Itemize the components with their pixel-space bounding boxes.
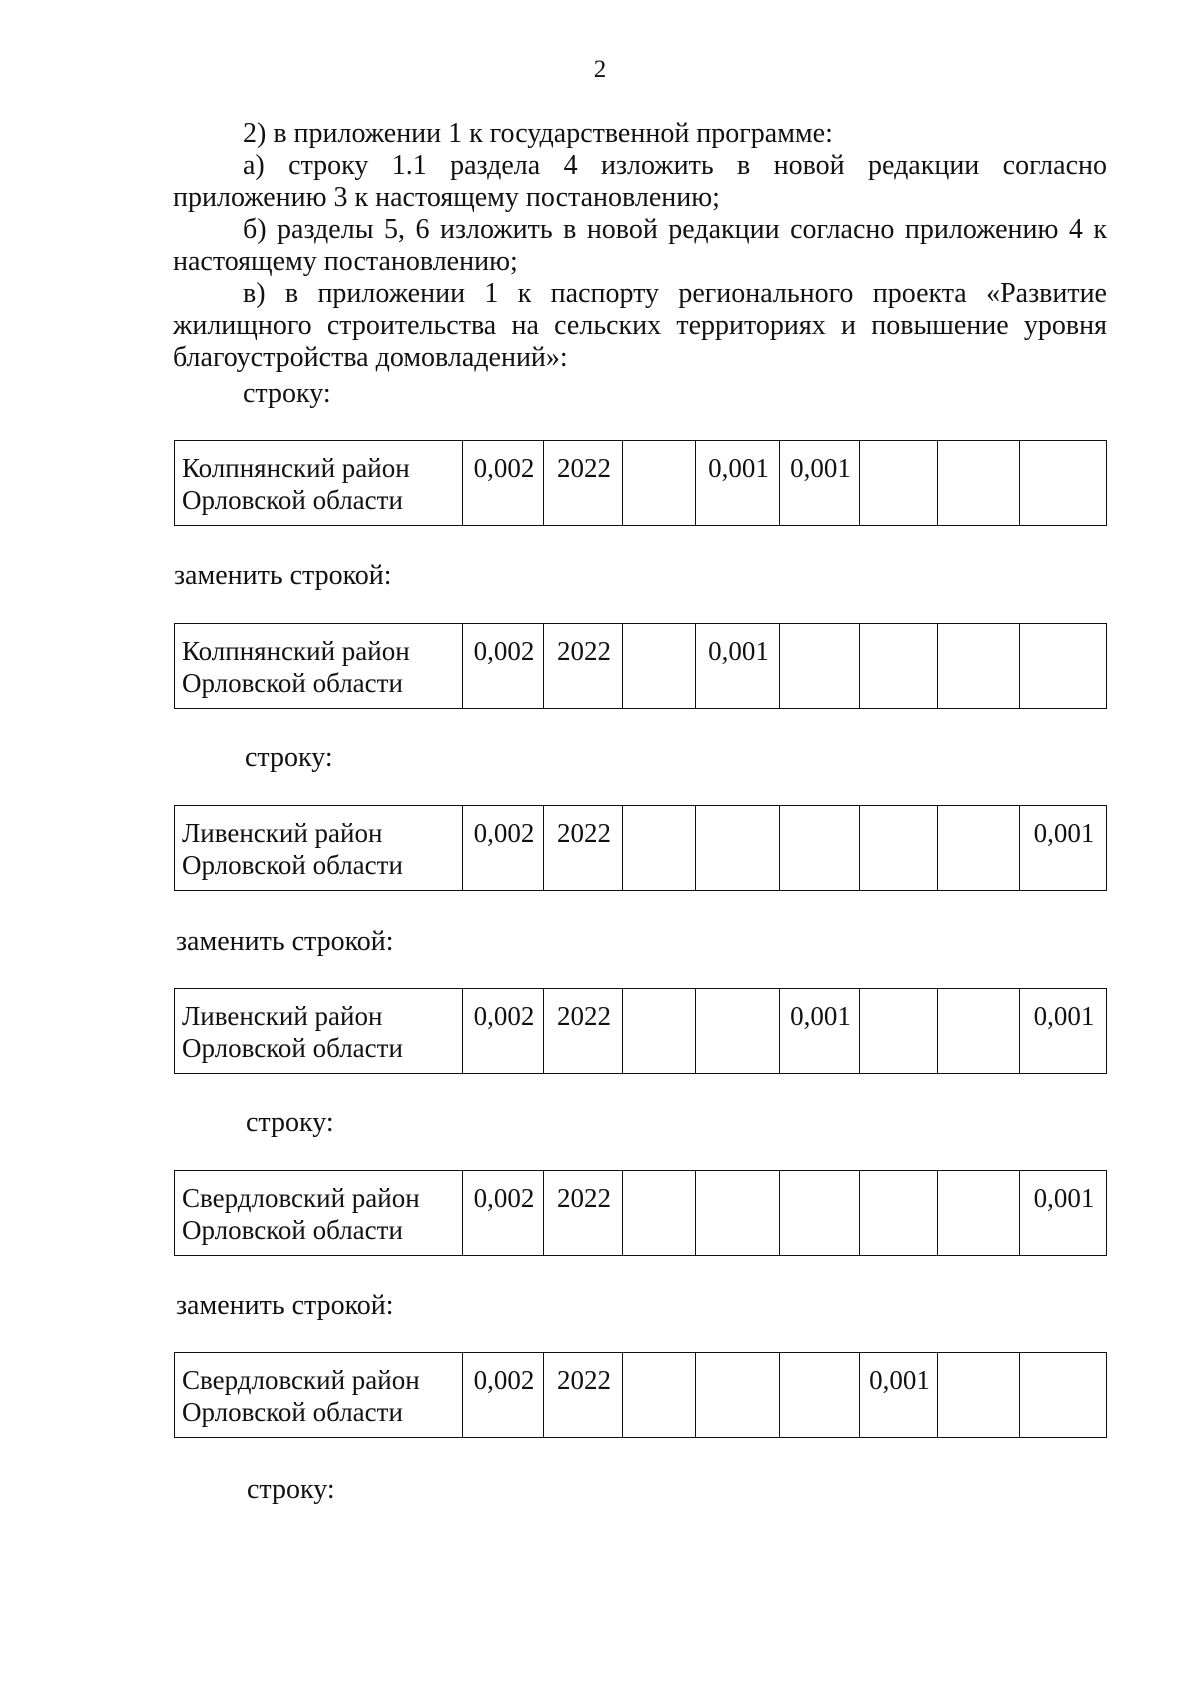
paragraph-item-b: б) разделы 5, 6 изложить в новой редакции согласно приложению 4 к настоящему постановлению; <box>173 214 1107 277</box>
value-cell: 0,001 <box>1020 806 1107 891</box>
value-cell <box>860 989 938 1074</box>
label-replace: заменить строкой: <box>176 1290 394 1321</box>
value-cell: 0,002 <box>463 441 544 526</box>
value-cell: 0,002 <box>463 1353 544 1438</box>
value-cell <box>780 624 860 709</box>
year-cell: 2022 <box>544 1353 623 1438</box>
table-row <box>175 806 1107 891</box>
value-cell: 0,001 <box>1020 989 1107 1074</box>
table-row <box>175 1353 1107 1438</box>
table-new-sverdlovsky <box>174 1352 1107 1438</box>
paragraph-item-a: а) строку 1.1 раздела 4 изложить в новой редакции согласно приложению 3 к настоящему постановлению; <box>173 150 1107 213</box>
value-cell <box>623 624 696 709</box>
page-number: 2 <box>593 56 607 83</box>
value-cell <box>696 1353 780 1438</box>
year-cell: 2022 <box>544 441 623 526</box>
value-cell <box>860 806 938 891</box>
year-cell: 2022 <box>544 624 623 709</box>
value-cell <box>1020 441 1107 526</box>
value-cell <box>1020 624 1107 709</box>
year-cell: 2022 <box>544 806 623 891</box>
value-cell <box>780 806 860 891</box>
value-cell <box>696 1171 780 1256</box>
value-cell <box>938 441 1020 526</box>
value-cell <box>696 806 780 891</box>
value-cell: 0,001 <box>1020 1171 1107 1256</box>
value-cell <box>860 441 938 526</box>
label-row: строку: <box>246 1107 334 1138</box>
value-cell <box>938 989 1020 1074</box>
table-old-sverdlovsky <box>174 1170 1107 1256</box>
table-row <box>175 989 1107 1074</box>
table-old-kolpnyansky <box>174 440 1107 526</box>
table-row <box>175 624 1107 709</box>
value-cell <box>860 1171 938 1256</box>
table-old-livensky <box>174 805 1107 891</box>
value-cell <box>623 989 696 1074</box>
label-replace: заменить строкой: <box>174 560 392 591</box>
district-name-cell: Ливенский район Орловской области <box>175 806 463 891</box>
value-cell: 0,002 <box>463 624 544 709</box>
value-cell: 0,002 <box>463 806 544 891</box>
paragraph-item-v: в) в приложении 1 к паспорту регионального проекта «Развитие жилищного строительства на сельских территориях и повышение уровня благоустройства домовладений»: <box>173 278 1107 373</box>
document-body <box>173 118 1107 374</box>
district-name-cell: Колпнянский район Орловской области <box>175 441 463 526</box>
value-cell <box>938 624 1020 709</box>
year-cell: 2022 <box>544 1171 623 1256</box>
district-name-cell: Свердловский район Орловской области <box>175 1353 463 1438</box>
value-cell <box>623 806 696 891</box>
table-new-kolpnyansky <box>174 623 1107 709</box>
value-cell <box>938 806 1020 891</box>
table-row <box>175 441 1107 526</box>
district-name-cell: Ливенский район Орловской области <box>175 989 463 1074</box>
value-cell <box>1020 1353 1107 1438</box>
value-cell <box>938 1353 1020 1438</box>
value-cell <box>623 1353 696 1438</box>
label-row: строку: <box>247 1474 335 1505</box>
paragraph-item-2: 2) в приложении 1 к государственной программе: <box>243 118 833 149</box>
value-cell: 0,001 <box>696 624 780 709</box>
value-cell: 0,001 <box>780 989 860 1074</box>
district-name-cell: Колпнянский район Орловской области <box>175 624 463 709</box>
value-cell: 0,001 <box>780 441 860 526</box>
value-cell <box>938 1171 1020 1256</box>
value-cell <box>623 1171 696 1256</box>
value-cell: 0,001 <box>696 441 780 526</box>
label-row: строку: <box>243 378 331 409</box>
label-row: строку: <box>245 742 333 773</box>
value-cell: 0,001 <box>860 1353 938 1438</box>
value-cell <box>780 1353 860 1438</box>
value-cell <box>623 441 696 526</box>
label-replace: заменить строкой: <box>176 926 394 957</box>
value-cell <box>780 1171 860 1256</box>
table-row <box>175 1171 1107 1256</box>
value-cell: 0,002 <box>463 989 544 1074</box>
value-cell <box>696 989 780 1074</box>
district-name-cell: Свердловский район Орловской области <box>175 1171 463 1256</box>
value-cell <box>860 624 938 709</box>
value-cell: 0,002 <box>463 1171 544 1256</box>
table-new-livensky <box>174 988 1107 1074</box>
year-cell: 2022 <box>544 989 623 1074</box>
